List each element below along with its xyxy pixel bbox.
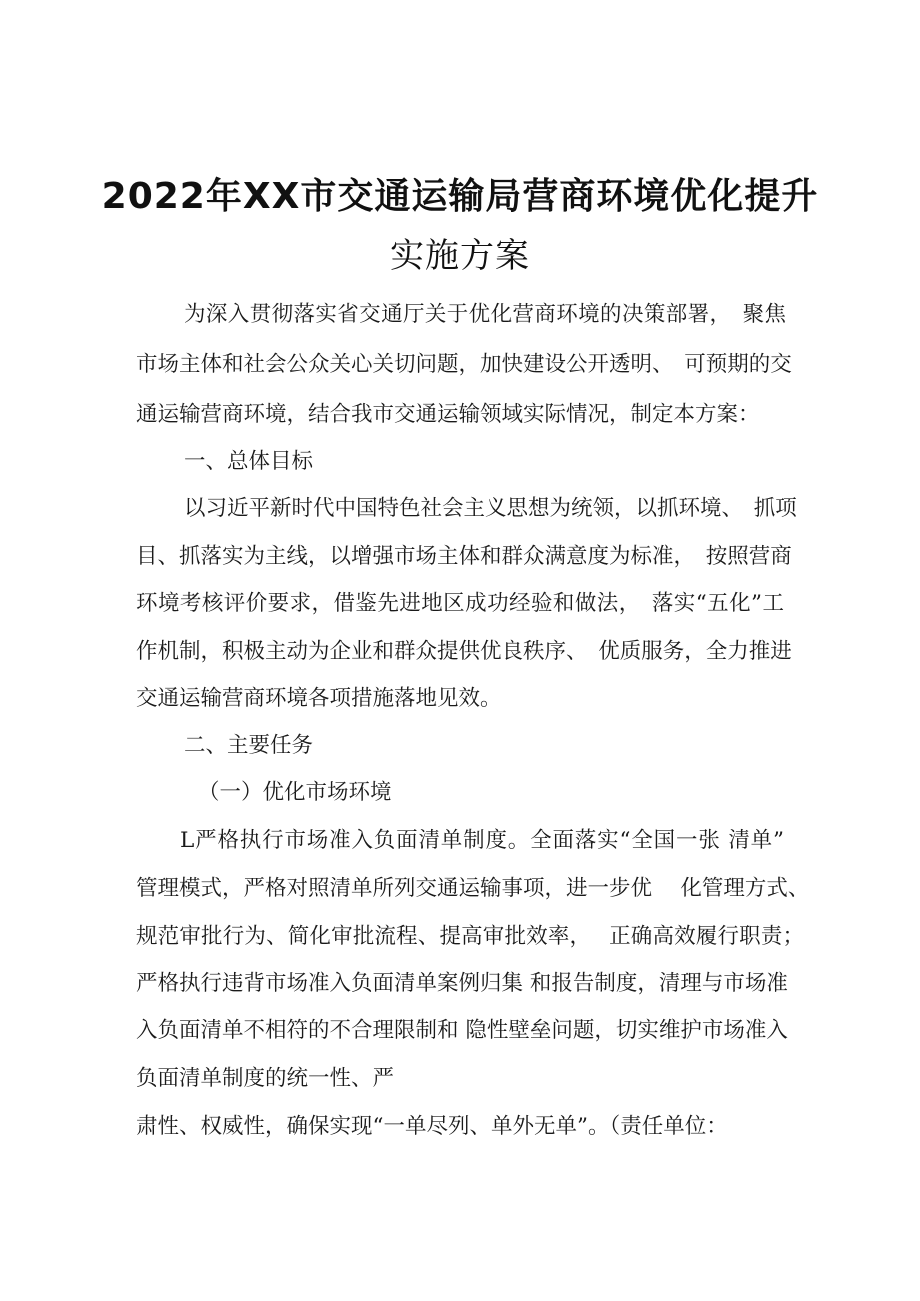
paragraph-line: 环境考核评价要求，借鉴先进地区成功经验和做法， 落实“五化”工 [136, 591, 784, 616]
paragraph-line: 以习近平新时代中国特色社会主义思想为统领，以抓环境、 抓项 [184, 496, 797, 521]
section-heading: 一、总体目标 [184, 449, 314, 474]
document-title-line-1: 2022年XX市交通运输局营商环境优化提升 [101, 176, 819, 217]
paragraph-line: 严格执行违背市场准入负面清单案例归集 和报告制度，清理与市场准 [136, 971, 788, 996]
paragraph-line: 规范审批行为、简化审批流程、提高审批效率， 正确高效履行职责； [136, 924, 804, 949]
paragraph-line: 交通运输营商环境各项措施落地见效。 [136, 686, 502, 711]
section-heading: 二、主要任务 [184, 733, 314, 758]
paragraph-line: 负面清单制度的统一性、严 [136, 1066, 395, 1091]
paragraph-line: 为深入贯彻落实省交通厅关于优化营商环境的决策部署， 聚焦 [184, 302, 786, 327]
paragraph-line: 入负面清单不相符的不合理限制和 隐性壁垒问题，切实维护市场准入 [136, 1018, 788, 1043]
paragraph-line: 市场主体和社会公众关心关切问题，加快建设公开透明、 可预期的交 [136, 352, 792, 377]
paragraph-line: L严格执行市场准入负面清单制度。全面落实“全国一张 清单” [180, 828, 784, 853]
paragraph-line: 目、抓落实为主线，以增强市场主体和群众满意度为标准， 按照营商 [136, 544, 792, 569]
paragraph-line: 肃性、权威性，确保实现“一单尽列、单外无单”。（责任单位： [136, 1114, 728, 1139]
document-title-line-2: 实施方案 [390, 236, 530, 276]
paragraph-line: 作机制，积极主动为企业和群众提供优良秩序、 优质服务，全力推进 [136, 639, 792, 664]
paragraph-line: 通运输营商环境，结合我市交通运输领域实际情况，制定本方案： [136, 402, 760, 427]
paragraph-line: 管理模式，严格对照清单所列交通运输事项，进一步优 化管理方式、 [136, 876, 810, 901]
subsection-heading: （一）优化市场环境 [198, 780, 392, 805]
